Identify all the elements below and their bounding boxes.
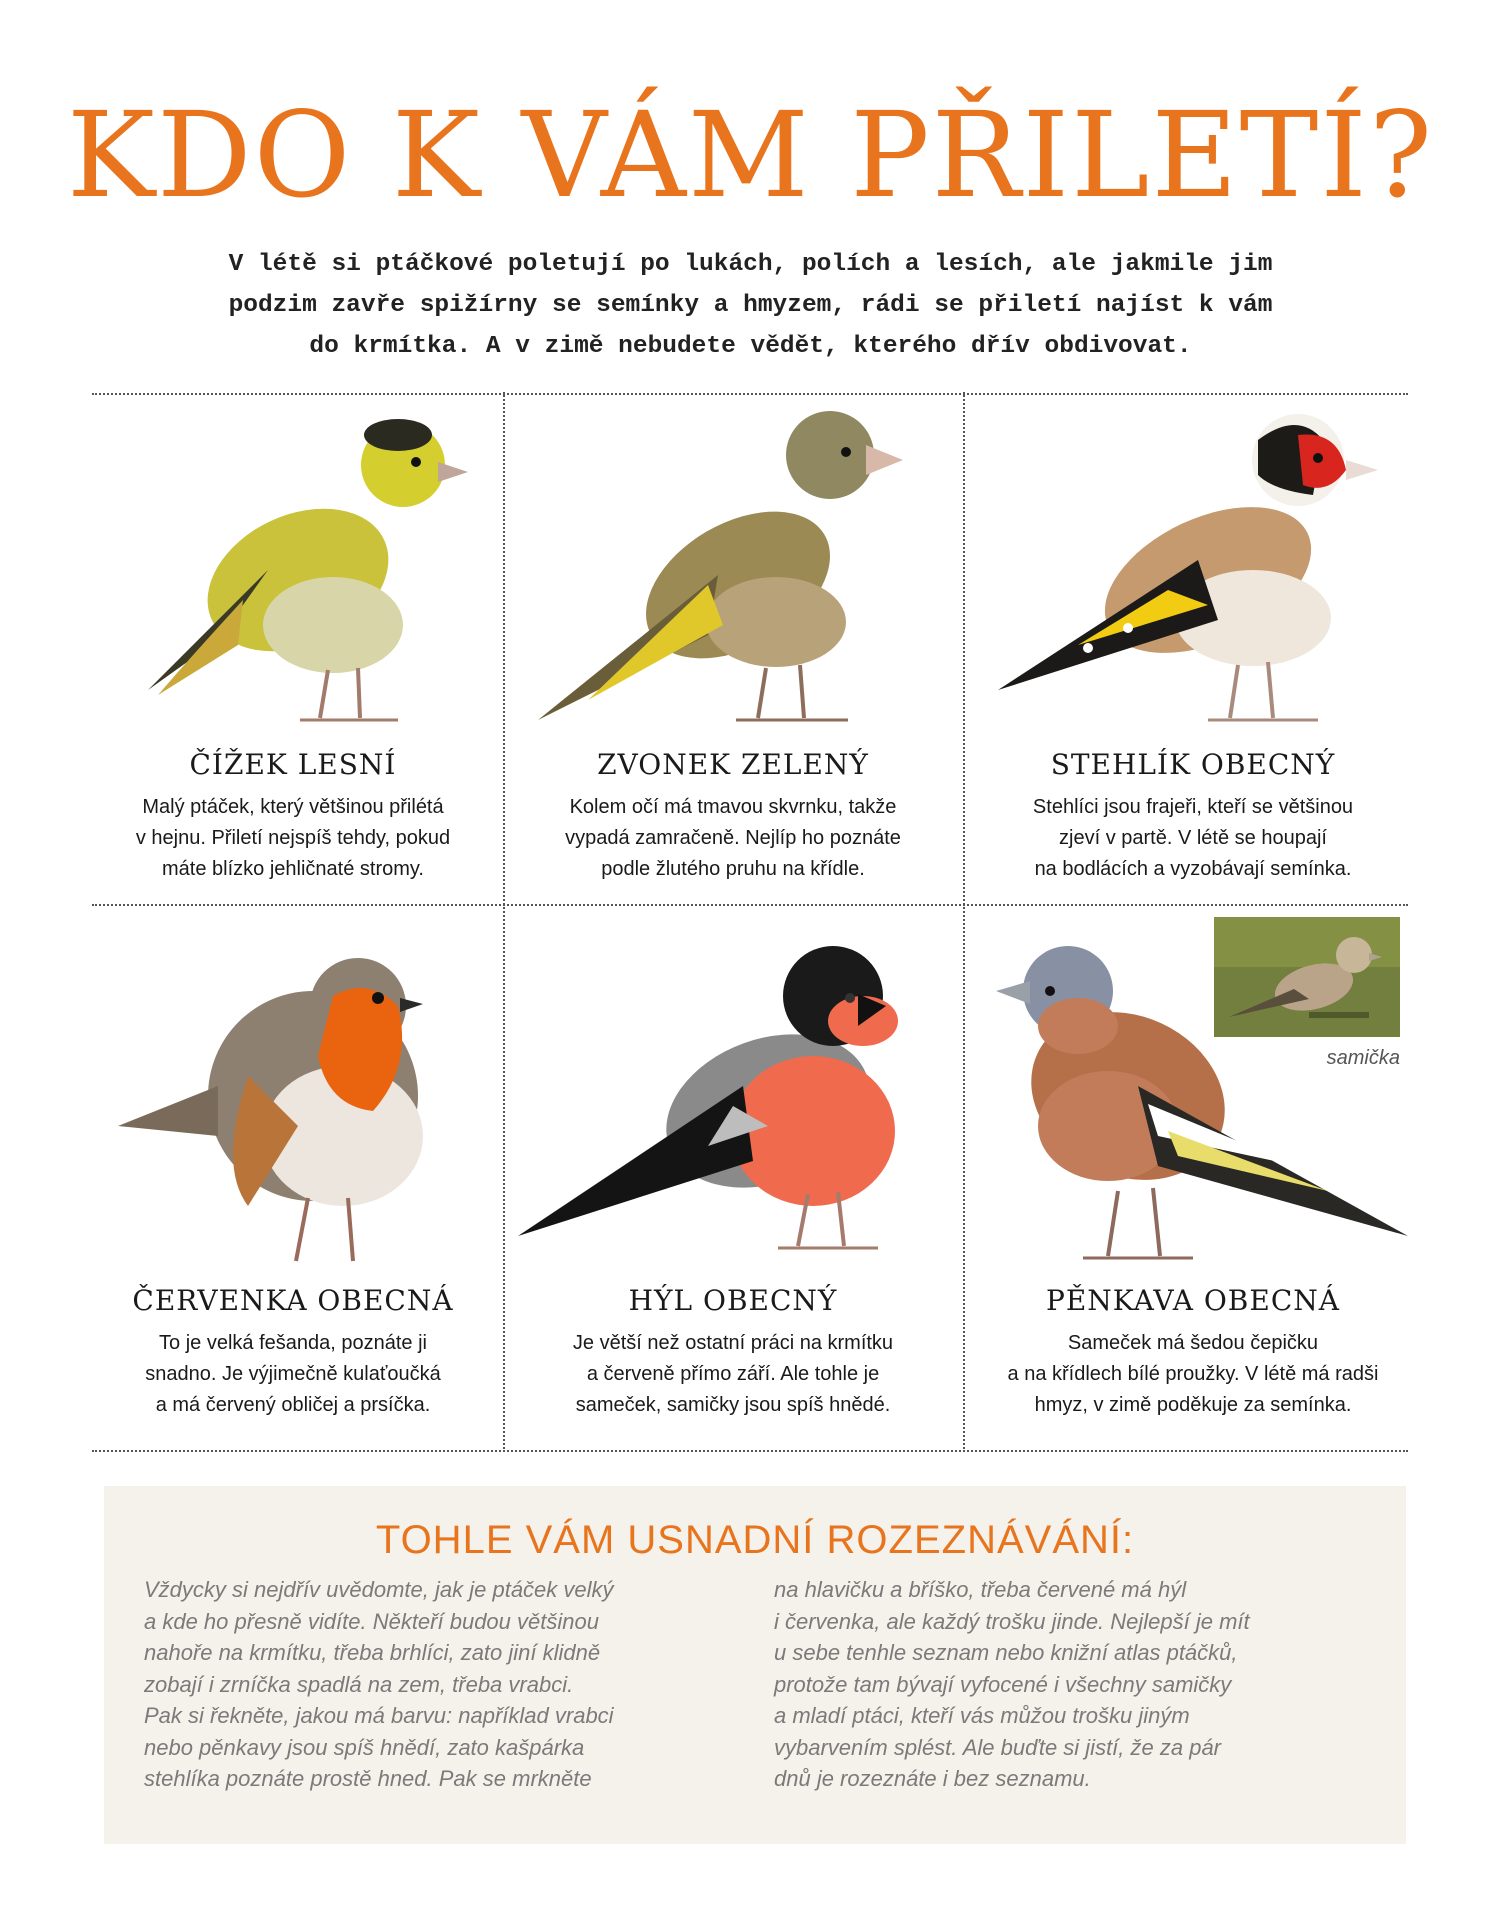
tips-line: protože tam bývají vyfocené i všechny samičky [774,1671,1232,1697]
bird-description-line: a na křídlech bílé proužky. V létě má radši [1007,1363,1379,1385]
bird-name: HÝL OBECNÝ [628,1284,838,1317]
bird-description-line: v hejnu. Přiletí nejspíš tehdy, pokud [135,827,451,849]
tips-line: nebo pěnkavy jsou spíš hnědí, zato kašpárka [144,1734,585,1760]
tips-line: stehlíka poznáte prostě hned. Pak se mrkněte [144,1766,592,1791]
tips-line: vybarvením splést. Ale buďte si jistí, že za pár [774,1734,1222,1760]
intro-line: do krmítka. A v zimě nebudete vědět, kterého dřív obdivovat. [309,333,1192,360]
page-title: KDO K VÁM PŘILETÍ? [66,86,1435,224]
bird-description-line: To je velká fešanda, poznáte ji [159,1332,427,1354]
tips-line: na hlavičku a bříško, třeba červené má hýl [774,1577,1187,1602]
bird-card-bullfinch [508,936,958,1466]
bird-name: STEHLÍK OBECNÝ [1050,748,1336,781]
tips-column-right [774,1574,1354,1795]
bird-description-line: máte blízko jehličnaté stromy. [162,858,424,880]
bird-description-line: Malý ptáček, který většinou přilétá [142,796,444,818]
bird-description-line: a má červený obličej a prsíčka. [155,1394,431,1416]
tips-panel [104,1486,1406,1844]
bird-name: ČERVENKA OBECNÁ [132,1284,454,1317]
bird-name: ZVONEK ZELENÝ [597,748,869,781]
bird-description [968,1328,1418,1421]
female-chaffinch-photo [1214,917,1400,1037]
bird-description-line: hmyz, v zimě poděkuje za semínka. [1034,1394,1352,1416]
goldfinch-image [968,400,1418,740]
bird-card-robin [68,936,518,1466]
bird-description-line: snadno. Je výjimečně kulaťoučká [145,1363,441,1385]
bird-description [968,792,1418,885]
bird-description [68,1328,518,1421]
bird-description-line: na bodlácích a vyzobávají semínka. [1034,858,1352,880]
bird-description-line: podle žlutého pruhu na křídle. [601,858,865,880]
bird-description-line: vypadá zamračeně. Nejlíp ho poznáte [565,827,901,849]
intro-text [120,244,1381,367]
bird-description-line: zjeví v partě. V létě se houpají [1059,827,1327,849]
siskin-image [68,400,518,740]
tips-line: a kde ho přesně vidíte. Někteří budou většinou [144,1608,599,1634]
tips-line: a mladí ptáci, kteří vás můžou trošku jiným [774,1703,1190,1728]
intro-line: V létě si ptáčkové poletují po lukách, polích a lesích, ale jakmile jim [228,251,1273,278]
divider-vertical-2 [963,392,965,1452]
tips-line: Pak si řekněte, jakou má barvu: například vrabci [144,1703,614,1728]
intro-line: podzim zavře spižírny se semínky a hmyzem, rádi se přiletí najíst k vám [228,292,1273,319]
bird-card-goldfinch [968,400,1418,930]
female-chaffinch-caption: samička [1326,1047,1400,1069]
tips-line: dnů je rozeznáte i bez seznamu. [774,1766,1091,1791]
tips-column-left [144,1574,724,1795]
tips-line: i červenka, ale každý trošku jinde. Nejlepší je mít [774,1608,1250,1634]
bird-description [68,792,518,885]
tips-line: zobají i zrníčka spadlá na zem, třeba vrabci. [144,1671,574,1697]
bird-description-line: sameček, samičky jsou spíš hnědé. [575,1394,891,1416]
bird-description-line: Sameček má šedou čepičku [1067,1332,1319,1354]
tips-line: nahoře na krmítku, třeba brhlíci, zato jiní klidně [144,1640,601,1665]
tips-line: Vždycky si nejdřív uvědomte, jak je ptáček velký [144,1577,614,1602]
robin-image [68,936,518,1276]
bird-name: PĚNKAVA OBECNÁ [1046,1284,1340,1317]
tips-line: u sebe tenhle seznam nebo knižní atlas ptáčků, [774,1640,1238,1665]
bird-card-greenfinch [508,400,958,930]
bullfinch-image [508,936,958,1276]
bird-description [508,792,958,885]
divider-top [92,393,1408,395]
bird-description-line: Je větší než ostatní práci na krmítku [572,1332,894,1354]
bird-description-line: a červeně přímo září. Ale tohle je [586,1363,880,1385]
bird-name: ČÍŽEK LESNÍ [189,748,397,781]
bird-description [508,1328,958,1421]
tips-title: TOHLE VÁM USNADNÍ ROZEZNÁVÁNÍ: [375,1518,1135,1562]
bird-description-line: Kolem očí má tmavou skvrnku, takže [569,796,897,818]
bird-description-line: Stehlíci jsou frajeři, kteří se většinou [1032,796,1354,818]
bird-card-siskin [68,400,518,930]
greenfinch-image [508,400,958,740]
